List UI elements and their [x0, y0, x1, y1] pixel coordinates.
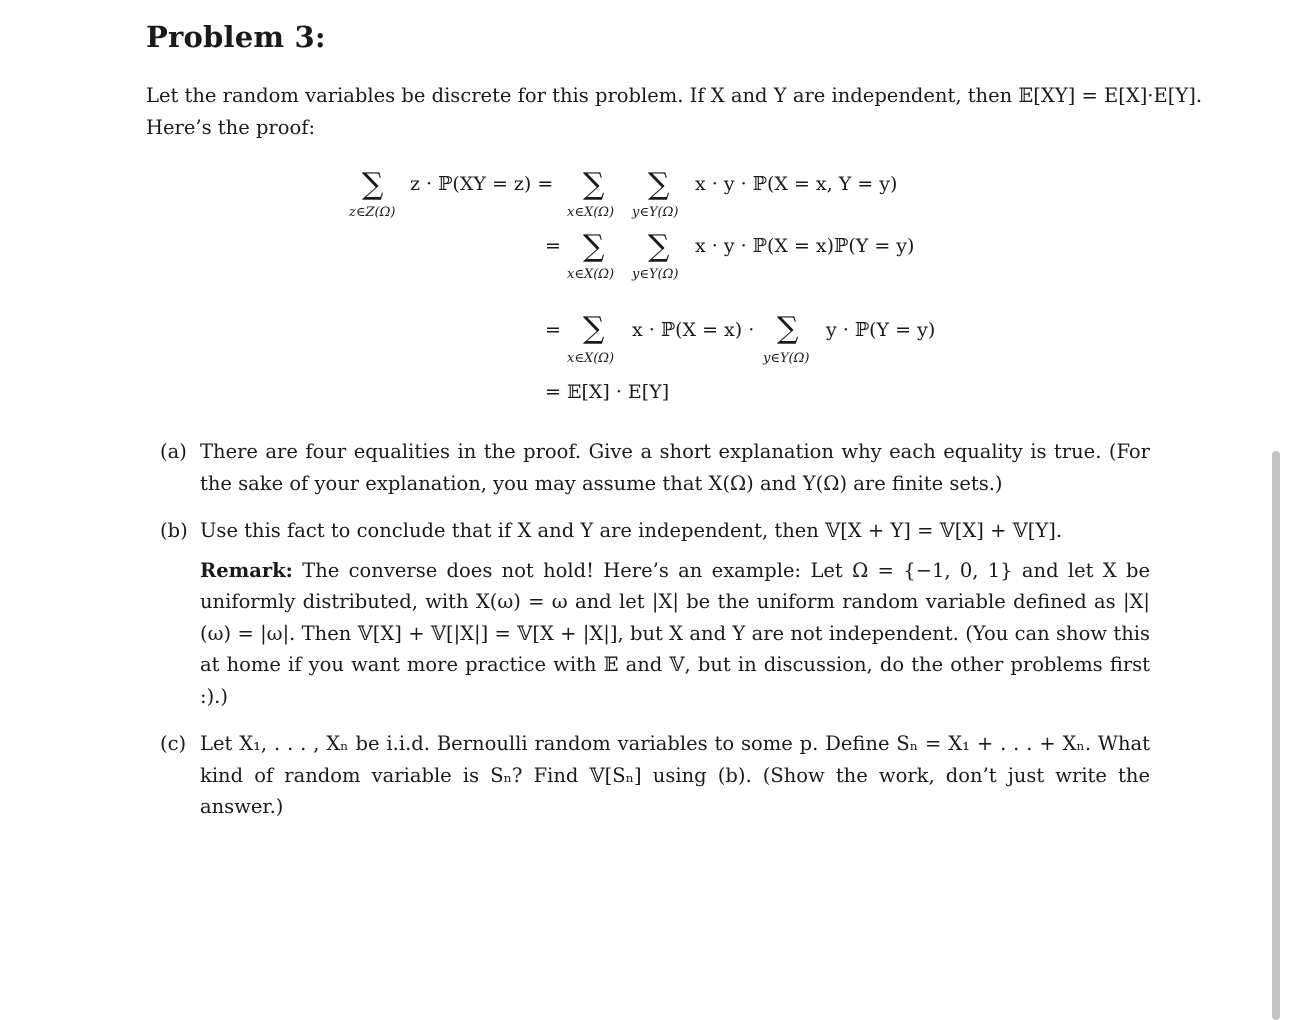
vertical-scrollbar[interactable]	[1272, 451, 1280, 1020]
subquestion-list	[160, 436, 1150, 839]
remark-label: Remark:	[200, 558, 293, 582]
sum-symbol: ∑	[583, 311, 605, 346]
subquestion-a	[160, 436, 1150, 499]
subquestion-c	[160, 728, 1150, 823]
sum-symbol: ∑	[777, 311, 799, 346]
row3-equals: =	[545, 319, 561, 341]
subquestion-label: (c)	[160, 732, 187, 755]
row2-subscript-y: y∈Y(Ω)	[632, 267, 679, 282]
row1-rhs: x · y · ℙ(X = x, Y = y)	[695, 173, 898, 195]
subquestion-text: Let X₁, . . . , Xₙ be i.i.d. Bernoulli random variables to some p. Define Sₙ = X₁ + . . . + Xₙ. What kind of random variable is Sₙ? Find 𝕍[Sₙ] using (b). (Show the work, don’t just write the answer.)	[200, 732, 1150, 818]
row1-subscript-x: x∈X(Ω)	[567, 205, 615, 220]
row3-subscript-y: y∈Y(Ω)	[763, 351, 810, 366]
subquestion-text: Use this fact to conclude that if X and Y are independent, then 𝕍[X + Y] = 𝕍[X] + 𝕍[Y].	[200, 519, 1063, 542]
sum-symbol: ∑	[583, 167, 605, 202]
sum-symbol: ∑	[583, 229, 605, 264]
row1-subscript-y: y∈Y(Ω)	[632, 205, 679, 220]
subquestion-label: (b)	[160, 519, 188, 542]
row4-result: = 𝔼[X] · E[Y]	[545, 381, 670, 403]
row3-term-1: x · ℙ(X = x) ·	[632, 319, 755, 341]
subquestion-text: There are four equalities in the proof. Give a short explanation why each equality is true. (For the sake of your explanation, you may assume that X(Ω) and Y(Ω) are finite sets.)	[200, 440, 1150, 495]
row1-lhs: z · ℙ(XY = z) =	[410, 173, 554, 195]
remark-paragraph	[200, 555, 1150, 713]
intro-line-2: Here’s the proof:	[146, 116, 316, 139]
row3-term-2: y · ℙ(Y = y)	[826, 319, 936, 341]
problem-title: Problem 3:	[146, 20, 326, 54]
row2-subscript-x: x∈X(Ω)	[567, 267, 615, 282]
remark-text: The converse does not hold! Here’s an example: Let Ω = {−1, 0, 1} and let X be uniformly distributed, with X(ω) = ω and let |X| be the uniform random variable defined as |X|(ω) = |ω|. Then 𝕍[X] + 𝕍[|X|] = 𝕍[X + |X|], but X and Y are not independent. (You can show this at home if you want more practice with 𝔼 and 𝕍, but in discussion, do the other problems first :).)	[200, 558, 1150, 708]
sum-symbol: ∑	[362, 167, 384, 202]
problem-intro	[146, 80, 1203, 144]
sum-symbol: ∑	[648, 167, 670, 202]
sum-symbol: ∑	[648, 229, 670, 264]
row3-subscript-x: x∈X(Ω)	[567, 351, 615, 366]
subquestion-b	[160, 515, 1150, 712]
row2-rhs: x · y · ℙ(X = x)ℙ(Y = y)	[695, 235, 915, 257]
subquestion-label: (a)	[160, 440, 187, 463]
row1-lhs-subscript: z∈Z(Ω)	[349, 205, 396, 220]
intro-line-1: Let the random variables be discrete for this problem. If X and Y are independent, then 𝔼[XY] = E[X]·E[Y].	[146, 84, 1203, 107]
row2-equals: =	[545, 235, 561, 257]
